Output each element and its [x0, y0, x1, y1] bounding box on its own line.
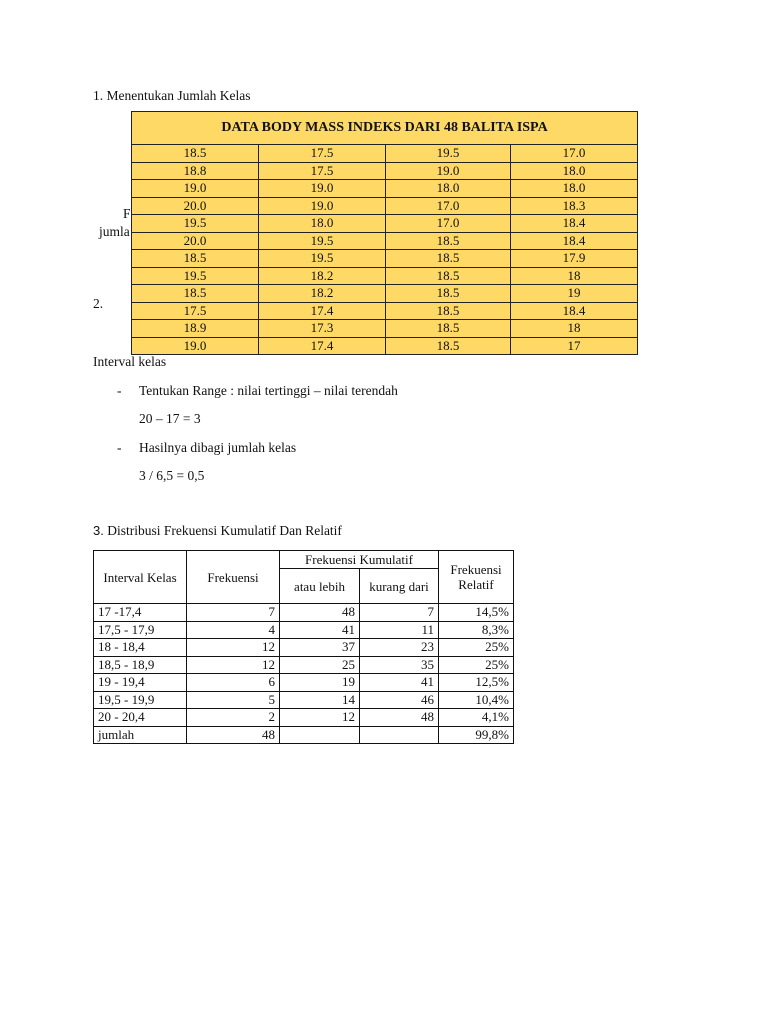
bmi-cell: 18.5: [386, 337, 511, 355]
bmi-row: [132, 320, 638, 338]
bmi-table-title: DATA BODY MASS INDEKS DARI 48 BALITA ISPA: [132, 112, 638, 145]
frequency-row: [94, 656, 514, 674]
heading-section-2: 2.: [93, 296, 104, 311]
bmi-row: [132, 197, 638, 215]
interval-label: Interval kelas: [93, 354, 167, 369]
heading-section-3-text: Distribusi Frekuensi Kumulatif Dan Relatif: [107, 523, 342, 538]
atau-lebih-cell: 25: [280, 656, 360, 674]
bmi-cell: 19.0: [259, 180, 386, 198]
bmi-row: [132, 215, 638, 233]
atau-lebih-cell: 48: [280, 604, 360, 622]
bmi-cell: 18.5: [386, 232, 511, 250]
kurang-dari-cell: 35: [360, 656, 439, 674]
kurang-dari-cell: 23: [360, 639, 439, 657]
frekuensi-cell: 5: [187, 691, 280, 709]
bullet-text-range: Tentukan Range : nilai tertinggi – nilai terendah: [139, 383, 398, 398]
bmi-cell: 18.9: [132, 320, 259, 338]
frequency-row: [94, 709, 514, 727]
bmi-cell: 20.0: [132, 232, 259, 250]
header-interval-kelas: Interval Kelas: [94, 551, 187, 604]
kurang-dari-cell: 46: [360, 691, 439, 709]
bmi-cell: 18.0: [259, 215, 386, 233]
bmi-cell: 17.9: [511, 250, 638, 268]
bmi-cell: 18.5: [386, 250, 511, 268]
bmi-cell: 17.4: [259, 337, 386, 355]
heading-section-1: 1. Menentukan Jumlah Kelas: [93, 88, 251, 103]
atau-lebih-cell: 41: [280, 621, 360, 639]
bullet-dash-1: -: [117, 383, 122, 398]
bmi-cell: 17.5: [132, 302, 259, 320]
frequency-row: [94, 726, 514, 744]
bmi-table-body: [132, 145, 638, 355]
bmi-row: [132, 337, 638, 355]
bmi-cell: 18.4: [511, 302, 638, 320]
bmi-cell: 20.0: [132, 197, 259, 215]
bmi-cell: 19.0: [386, 162, 511, 180]
heading-section-3-number: 3.: [93, 523, 104, 538]
range-calculation: 20 – 17 = 3: [139, 411, 201, 426]
relatif-cell: 25%: [439, 656, 514, 674]
hidden-fragment-jumla: jumla: [99, 224, 130, 239]
interval-cell: 18,5 - 18,9: [94, 656, 187, 674]
frequency-row: [94, 604, 514, 622]
bmi-cell: 18: [511, 267, 638, 285]
frekuensi-cell: 6: [187, 674, 280, 692]
frequency-table-body: [94, 604, 514, 744]
frekuensi-cell: 48: [187, 726, 280, 744]
atau-lebih-cell: [280, 726, 360, 744]
bmi-row: [132, 162, 638, 180]
bmi-cell: 18.4: [511, 215, 638, 233]
bullet-dash-2: -: [117, 440, 122, 455]
bmi-cell: 18.2: [259, 285, 386, 303]
bmi-cell: 19.0: [132, 180, 259, 198]
bmi-cell: 18.4: [511, 232, 638, 250]
interval-cell: 19,5 - 19,9: [94, 691, 187, 709]
bmi-cell: 17: [511, 337, 638, 355]
bmi-cell: 18.3: [511, 197, 638, 215]
atau-lebih-cell: 14: [280, 691, 360, 709]
relatif-cell: 10,4%: [439, 691, 514, 709]
atau-lebih-cell: 19: [280, 674, 360, 692]
bmi-cell: 18.5: [386, 285, 511, 303]
bmi-cell: 18.8: [132, 162, 259, 180]
interval-cell: 18 - 18,4: [94, 639, 187, 657]
frekuensi-cell: 4: [187, 621, 280, 639]
bmi-cell: 17.0: [386, 197, 511, 215]
relatif-cell: 99,8%: [439, 726, 514, 744]
kurang-dari-cell: 41: [360, 674, 439, 692]
relatif-cell: 12,5%: [439, 674, 514, 692]
interval-cell: 17,5 - 17,9: [94, 621, 187, 639]
bmi-cell: 18.5: [132, 285, 259, 303]
frekuensi-cell: 2: [187, 709, 280, 727]
bullet-text-divide: Hasilnya dibagi jumlah kelas: [139, 440, 297, 455]
bmi-cell: 19.5: [259, 250, 386, 268]
frequency-row: [94, 674, 514, 692]
relatif-cell: 25%: [439, 639, 514, 657]
interval-cell: 19 - 19,4: [94, 674, 187, 692]
header-kurang-dari: kurang dari: [360, 569, 439, 604]
bmi-cell: 18.5: [386, 302, 511, 320]
bmi-row: [132, 250, 638, 268]
frekuensi-cell: 7: [187, 604, 280, 622]
frekuensi-cell: 12: [187, 656, 280, 674]
frequency-row: [94, 621, 514, 639]
bmi-cell: 17.5: [259, 145, 386, 163]
relatif-cell: 14,5%: [439, 604, 514, 622]
heading-section-3: [93, 523, 342, 539]
bmi-cell: 18.5: [132, 145, 259, 163]
frequency-row: [94, 639, 514, 657]
bmi-cell: 19.0: [259, 197, 386, 215]
bmi-cell: 19.5: [386, 145, 511, 163]
bmi-cell: 19.5: [132, 267, 259, 285]
interval-calculation: 3 / 6,5 = 0,5: [139, 468, 205, 483]
bmi-data-table: [131, 111, 638, 355]
bmi-cell: 19.5: [259, 232, 386, 250]
bmi-cell: 17.4: [259, 302, 386, 320]
kurang-dari-cell: 11: [360, 621, 439, 639]
bmi-cell: 18.0: [386, 180, 511, 198]
interval-cell: 20 - 20,4: [94, 709, 187, 727]
interval-cell: jumlah: [94, 726, 187, 744]
bmi-cell: 18.0: [511, 162, 638, 180]
bmi-cell: 19.0: [132, 337, 259, 355]
kurang-dari-cell: [360, 726, 439, 744]
bmi-row: [132, 285, 638, 303]
kurang-dari-cell: 48: [360, 709, 439, 727]
bmi-cell: 18.5: [132, 250, 259, 268]
relatif-cell: 8,3%: [439, 621, 514, 639]
header-atau-lebih: atau lebih: [280, 569, 360, 604]
atau-lebih-cell: 12: [280, 709, 360, 727]
bmi-row: [132, 232, 638, 250]
bmi-cell: 17.0: [511, 145, 638, 163]
interval-cell: 17 -17,4: [94, 604, 187, 622]
bmi-cell: 19: [511, 285, 638, 303]
bmi-cell: 18.5: [386, 320, 511, 338]
header-frekuensi-kumulatif: Frekuensi Kumulatif: [280, 551, 439, 569]
atau-lebih-cell: 37: [280, 639, 360, 657]
kurang-dari-cell: 7: [360, 604, 439, 622]
bmi-row: [132, 145, 638, 163]
relatif-cell: 4,1%: [439, 709, 514, 727]
header-frekuensi: Frekuensi: [187, 551, 280, 604]
hidden-fragment-f: F: [123, 206, 131, 221]
frequency-row: [94, 691, 514, 709]
frequency-table: [93, 550, 514, 744]
bmi-row: [132, 180, 638, 198]
bmi-cell: 18.5: [386, 267, 511, 285]
bmi-row: [132, 302, 638, 320]
bmi-cell: 17.5: [259, 162, 386, 180]
bmi-cell: 18.0: [511, 180, 638, 198]
bmi-cell: 19.5: [132, 215, 259, 233]
bmi-row: [132, 267, 638, 285]
bmi-cell: 18: [511, 320, 638, 338]
frekuensi-cell: 12: [187, 639, 280, 657]
bmi-cell: 17.0: [386, 215, 511, 233]
header-frekuensi-relatif: Frekuensi Relatif: [439, 551, 514, 604]
bmi-cell: 17.3: [259, 320, 386, 338]
bmi-cell: 18.2: [259, 267, 386, 285]
